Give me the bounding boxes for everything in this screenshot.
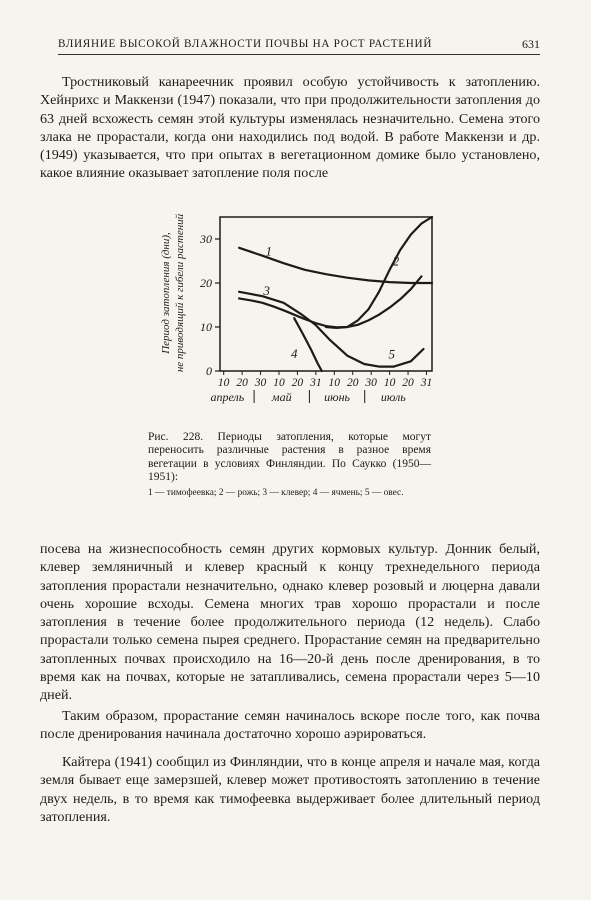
x-tick-label-10: 20 <box>402 377 414 389</box>
paragraph-2: посева на жизнеспособность семян других кормовых культур. Донник белый, клевер земляничный и клевер красный к концу трехнедельного периода затопления прорастали незначительно, однако клевер розовый и люцерна давали очень хорошие всходы. Семена многих трав хорошо прорастали и после затопления в течение более продолжительного периода (12 недель). Слабо прорастали только семена пырея среднего. Прорастание семян на предварительно затопленных почвах происходило на 16—20-й день после дренирования, в то время как на почвах, которые не затапливались, семена прорастали через 5—10 дней. <box>40 541 540 704</box>
month-axis <box>211 390 407 404</box>
series-label-5: 5 <box>388 346 395 362</box>
x-tick-label-0: 10 <box>217 377 230 389</box>
month-label-1: май <box>271 390 292 404</box>
series-label-2: 2 <box>392 253 400 269</box>
x-tick-label-7: 20 <box>346 377 359 389</box>
y-axis-ticks <box>199 232 220 378</box>
x-tick-label-5: 31 <box>310 377 322 389</box>
x-tick-label-4: 20 <box>291 377 304 389</box>
month-label-3: июль <box>380 390 406 404</box>
figure-legend: 1 — тимофеевка; 2 — рожь; 3 — клевер; 4 — ячмень; 5 — овес. <box>148 488 404 498</box>
flooding-chart <box>150 195 450 431</box>
series-label-4: 4 <box>290 345 298 361</box>
running-title: ВЛИЯНИЕ ВЫСОКОЙ ВЛАЖНОСТИ ПОЧВЫ НА РОСТ РАСТЕНИЙ <box>58 38 433 50</box>
y-tick-label-2: 20 <box>200 276 212 290</box>
x-tick-label-11: 31 <box>420 377 433 389</box>
paragraph-4: Кайтера (1941) сообщил из Финляндии, что в конце апреля и начале мая, когда земля бывает еще замерзшей, клевер может противостоять затоплению в течение двух недель, в то время как тимофеевка выдерживает более длительный период затопления. <box>40 754 540 825</box>
x-tick-label-9: 10 <box>383 377 396 389</box>
paragraph-3: Таким образом, прорастание семян начиналось вскоре после того, как почва после дренирования начинала достаточно хорошо аэрироваться. <box>40 708 540 743</box>
x-tick-label-3: 10 <box>273 377 285 389</box>
series-label-3: 3 <box>263 282 270 298</box>
series-line-2 <box>326 217 432 328</box>
running-header <box>58 36 540 55</box>
paragraph-1: Тростниковый канареечник проявил особую устойчивость к затоплению. Хейнрихс и Маккензи (1947) показали, что при продолжительности затопления до 63 дней всхожесть семян этой культуры изменялась незначительно. Семена этого злака не прорастали, когда они находились под водой. В работе Маккензи и др. (1949) указывается, что при опытах в вегетационном домике было установлено, какое влияние оказывает затопление поля после <box>40 74 540 182</box>
x-axis-ticks <box>218 371 432 389</box>
x-tick-label-2: 30 <box>254 377 267 389</box>
figure-228 <box>150 195 450 431</box>
y-tick-label-0: 0 <box>206 364 212 378</box>
y-tick-label-1: 10 <box>200 320 212 334</box>
month-label-2: июнь <box>324 390 350 404</box>
y-axis-label <box>160 213 186 372</box>
y-axis-label-line-1: Период затопления (дни), <box>160 232 172 354</box>
month-label-0: апрель <box>210 390 245 404</box>
page-number: 631 <box>522 37 540 51</box>
y-axis-label-line-2: не приводящий к гибели растений <box>174 213 186 373</box>
x-tick-label-1: 20 <box>236 377 248 389</box>
x-tick-label-8: 30 <box>365 377 377 389</box>
x-tick-label-6: 10 <box>328 377 341 389</box>
figure-caption: Рис. 228. Периоды затопления, которые могут переносить различные растения в разное время вегетации в условиях Финляндии. По Саукко (1950—1951): <box>148 431 431 484</box>
y-tick-label-3: 30 <box>200 232 212 246</box>
series-label-1: 1 <box>265 243 273 259</box>
